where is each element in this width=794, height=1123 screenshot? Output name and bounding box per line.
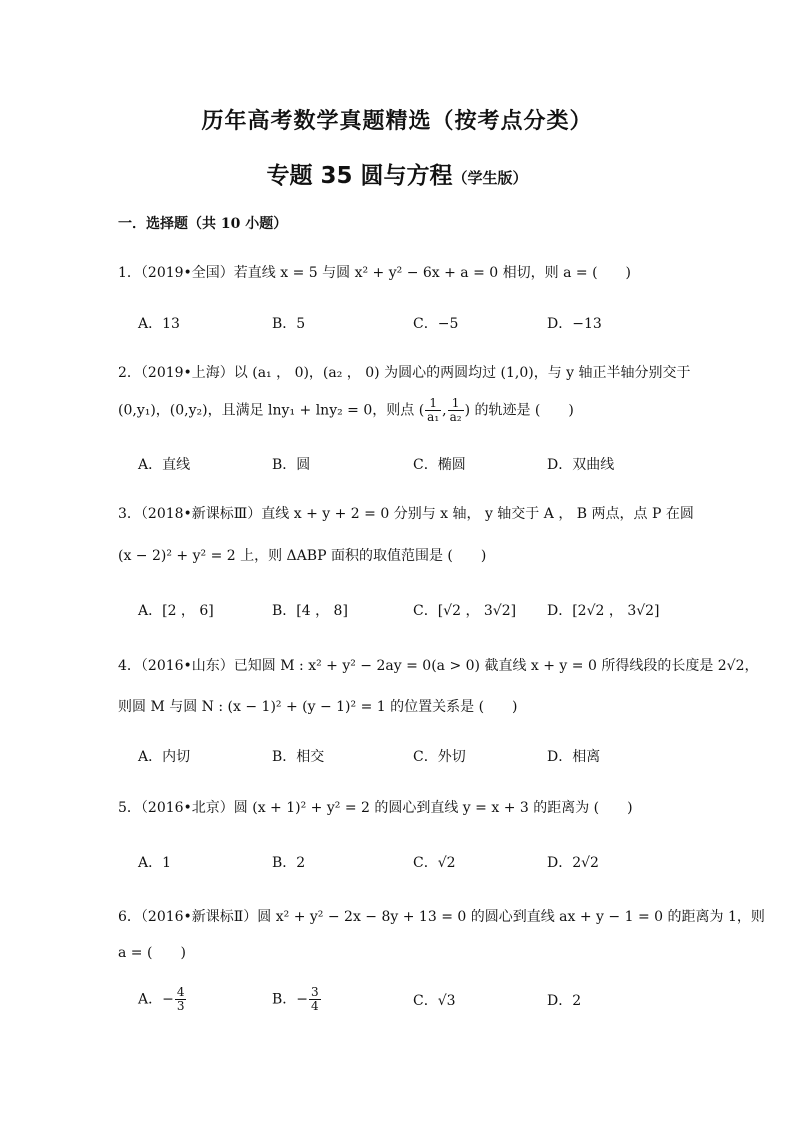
- question-5-option-c: C．√2: [413, 855, 456, 871]
- question-2-line2-start: (0,y₁)，(0,y₂)，且满足 lny₁ + lny₂ = 0，则点 (: [118, 402, 425, 419]
- question-5-option-d: D．2√2: [547, 855, 599, 871]
- subtitle-main: 专题 35 圆与方程: [266, 163, 453, 189]
- question-4-text-line1: 4．（2016•山东）已知圆 M : x² + y² − 2ay = 0(a > 0) 截直线 x + y = 0 所得线段的长度是 2√2，: [118, 658, 759, 674]
- question-2-option-d: D．双曲线: [547, 457, 615, 473]
- question-6-option-a: A．− $\frac{4}{3}$: [138, 985, 185, 1013]
- question-4-option-d: D．相离: [547, 749, 601, 765]
- question-5-option-b: B．2: [272, 855, 306, 871]
- question-3-option-c: C．[√2 ， 3√2]: [413, 603, 517, 619]
- question-3-text-line2: (x − 2)² + y² = 2 上，则 ΔABP 面积的取值范围是 ( ): [118, 548, 487, 564]
- question-2-option-b: B．圆: [272, 457, 311, 473]
- document-subtitle: [0, 157, 794, 190]
- question-4-text-line2: 则圆 M 与圆 N : (x − 1)² + (y − 1)² = 1 的位置关系是 ( ): [118, 699, 518, 715]
- question-4-option-b: B．相交: [272, 749, 325, 765]
- question-3-option-a: A．[2 ， 6]: [138, 603, 214, 619]
- document-title: 历年高考数学真题精选（按考点分类）: [201, 108, 593, 134]
- question-4-option-a: A．内切: [138, 749, 191, 765]
- question-1-text: 1．（2019•全国）若直线 x = 5 与圆 x² + y² − 6x + a = 0 相切，则 a = ( ): [118, 265, 631, 281]
- question-6-text-line1: 6．（2016•新课标Ⅱ）圆 x² + y² − 2x − 8y + 13 = 0 的圆心到直线 ax + y − 1 = 0 的距离为 1，则: [118, 909, 765, 925]
- question-1-option-b: B．5: [272, 316, 306, 332]
- question-6-option-d: D．2: [547, 993, 582, 1009]
- question-1-option-d: D．−13: [547, 316, 602, 332]
- question-5-option-a: A．1: [138, 855, 172, 871]
- question-1-option-a: A．13: [138, 316, 180, 332]
- question-2-fraction-2: $\frac{1}{\text{a₂}}$: [449, 396, 462, 424]
- subtitle-version: （学生版）: [452, 169, 528, 187]
- question-2-option-a: A．直线: [138, 457, 191, 473]
- question-2-line2-end: ) 的轨迹是 ( ): [464, 402, 574, 419]
- question-6-option-b-fraction: $\frac{3}{4}$: [311, 985, 319, 1013]
- question-2-text-line1: 2．（2019•上海）以 (a₁ ， 0)，(a₂ ， 0) 为圆心的两圆均过 (1,0)，与 y 轴正半轴分别交于: [118, 365, 691, 381]
- question-2-option-c: C．椭圆: [413, 457, 466, 473]
- section-heading: 一．选择题（共 10 小题）: [118, 216, 288, 232]
- question-1-option-c: C．−5: [413, 316, 459, 332]
- question-6-text-line2: a = ( ): [118, 945, 186, 961]
- question-3-text-line1: 3．（2018•新课标Ⅲ）直线 x + y + 2 = 0 分别与 x 轴， y 轴交于 A ， B 两点，点 P 在圆: [118, 506, 694, 522]
- question-6-option-c: C．√3: [413, 993, 456, 1009]
- question-3-option-b: B．[4 ， 8]: [272, 603, 348, 619]
- question-2-fraction-1: $\frac{1}{\text{a₁}}$: [427, 396, 440, 424]
- question-6-option-a-fraction: $\frac{4}{3}$: [176, 985, 185, 1013]
- question-6-option-b: B．− $\frac{3}{4}$: [272, 985, 319, 1013]
- question-2-text-line2: (0,y₁)，(0,y₂)，且满足 lny₁ + lny₂ = 0，则点 ( $\frac{1}{\text{a₁}}$ , $\frac{1}{\text{a₂}}$ ) 的轨迹是 ( ): [118, 396, 574, 424]
- question-3-option-d: D．[2√2 ， 3√2]: [547, 603, 660, 619]
- question-5-text: 5．（2016•北京）圆 (x + 1)² + y² = 2 的圆心到直线 y = x + 3 的距离为 ( ): [118, 800, 633, 816]
- question-4-option-c: C．外切: [413, 749, 466, 765]
